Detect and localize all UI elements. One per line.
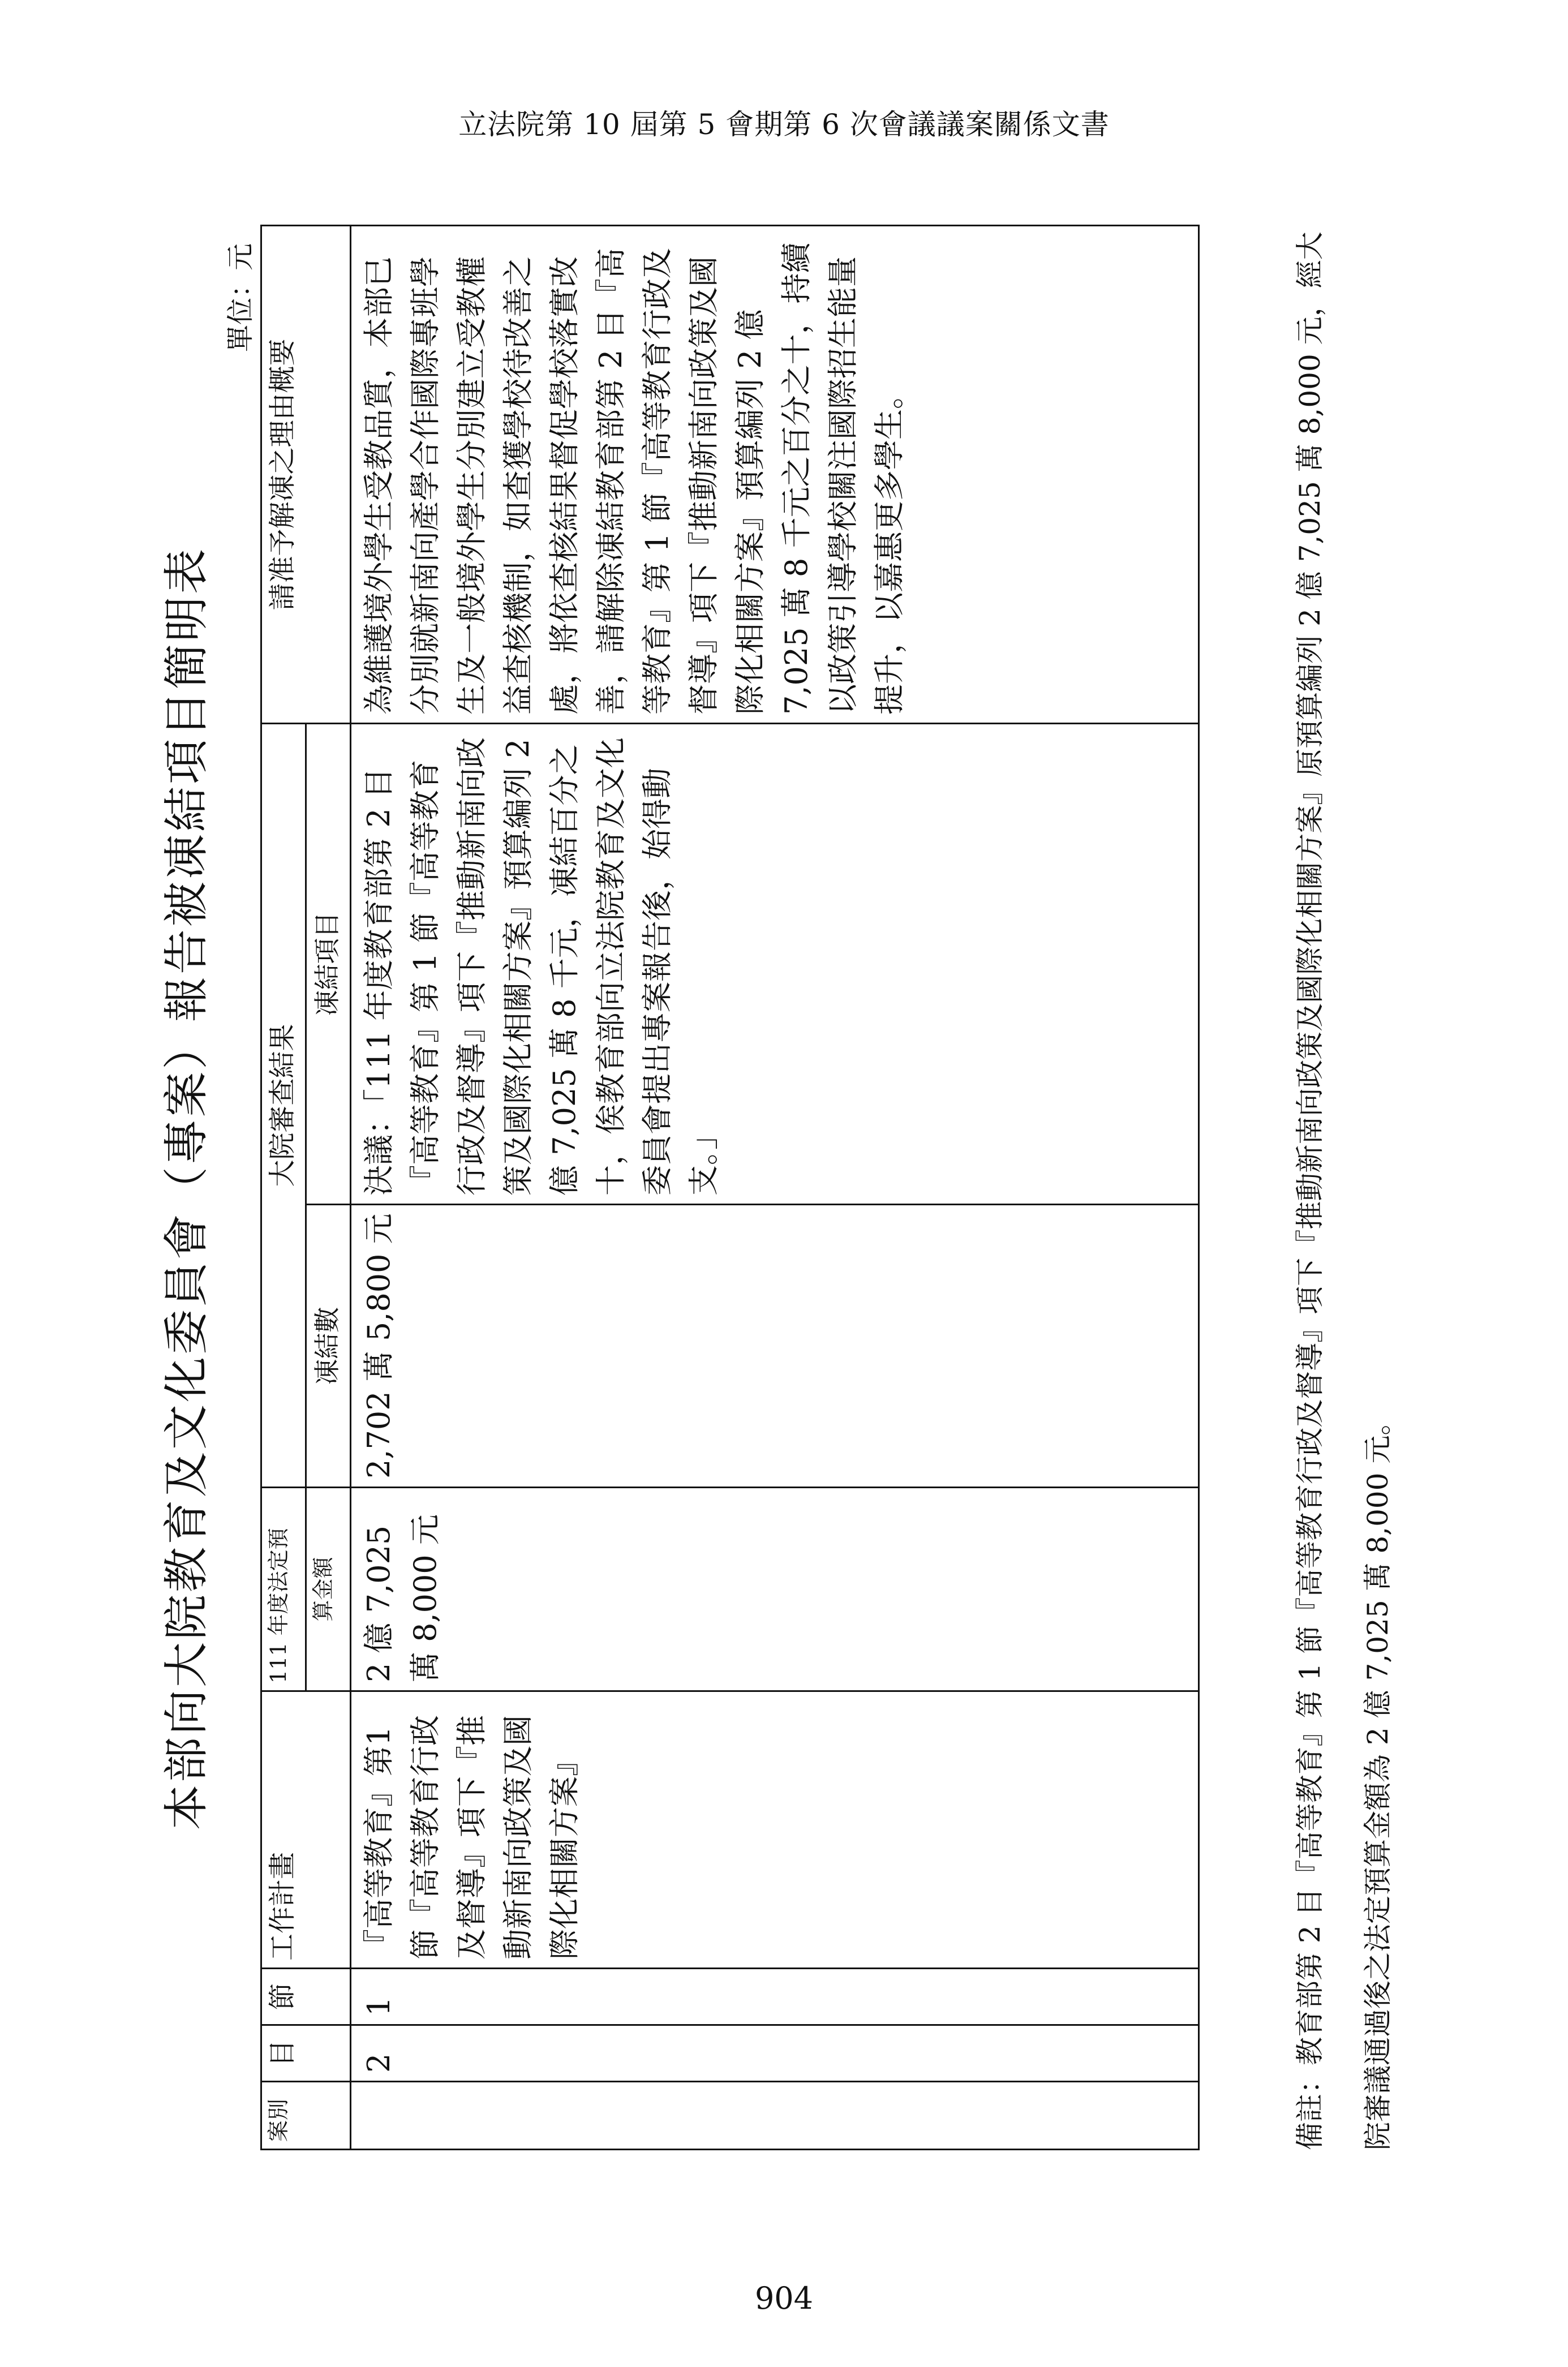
cell-frozen-amount: 2,702 萬 5,800 元 [351, 1205, 1199, 1488]
table-row [351, 225, 1199, 2149]
cell-item: 2 [351, 2025, 1199, 2082]
cell-category [351, 2082, 1199, 2150]
rotated-page-content [150, 226, 1485, 2150]
header-section: 節 [261, 1969, 351, 2025]
header-category: 案別 [261, 2082, 351, 2150]
header-item: 目 [261, 2025, 351, 2082]
table-title: 本部向大院教育及文化委員會（專案）報告被凍結項目簡明表 [160, 547, 213, 1830]
footnote-line-2: 院審議通過後之法定預算金額為 2 億 7,025 萬 8,000 元。 [1361, 1407, 1394, 2150]
header-review-group: 大院審查結果 [261, 723, 306, 1487]
header-budget-sub: 算金額 [306, 1488, 351, 1691]
cell-budget: 2 億 7,025 萬 8,000 元 [351, 1488, 1199, 1691]
table-header-row [261, 225, 306, 2149]
unit-label: 單位：元 [225, 243, 256, 353]
header-frozen-item: 凍結項目 [306, 723, 351, 1204]
header-plan: 工作計畫 [261, 1691, 351, 1969]
document-header: 立法院第 10 屆第 5 會期第 6 次會議議案關係文書 [458, 108, 1110, 141]
header-reason: 請准予解凍之理由概要 [261, 225, 351, 723]
cell-reason: 為維護境外學生受教品質，本部已分別就新南向產學合作國際專班學生及一般境外學生分別建立受教權益查核機制，如查獲學校待改善之處，將依查核結果督促學校落實改善，請解除凍結教育部第 2 目『高等教育』第 1 節『高等教育行政及督導』項下『推動新南向政策及國際化相關方案』預算編列 2 億 7,025 萬 8 千元之百分之十，持續以政策引導學校關注國際招生能量提升，以嘉惠更多學生。 [351, 225, 1199, 723]
header-frozen-amount: 凍結數 [306, 1205, 351, 1488]
cell-frozen-item: 決議：「111 年度教育部第 2 目『高等教育』第 1 節『高等教育行政及督導』項下『推動新南向政策及國際化相關方案』預算編列 2 億 7,025 萬 8 千元，凍結百分之十，俟教育部向立法院教育及文化委員會提出專案報告後，始得動支。」 [351, 723, 1199, 1204]
frozen-items-table [260, 225, 1200, 2150]
header-budget-group: 111 年度法定預 [261, 1488, 306, 1691]
cell-section: 1 [351, 1969, 1199, 2025]
page-number: 904 [754, 2280, 814, 2316]
cell-plan: 『高等教育』第1節『高等教育行政及督導』項下『推動新南向政策及國際化相關方案』 [351, 1691, 1199, 1969]
footnote-line-1: 備註：教育部第 2 目『高等教育』第 1 節『高等教育行政及督導』項下『推動新南向政策及國際化相關方案』原預算編列 2 億 7,025 萬 8,000 元，經大 [1294, 231, 1326, 2150]
footnote [1276, 226, 1412, 2150]
